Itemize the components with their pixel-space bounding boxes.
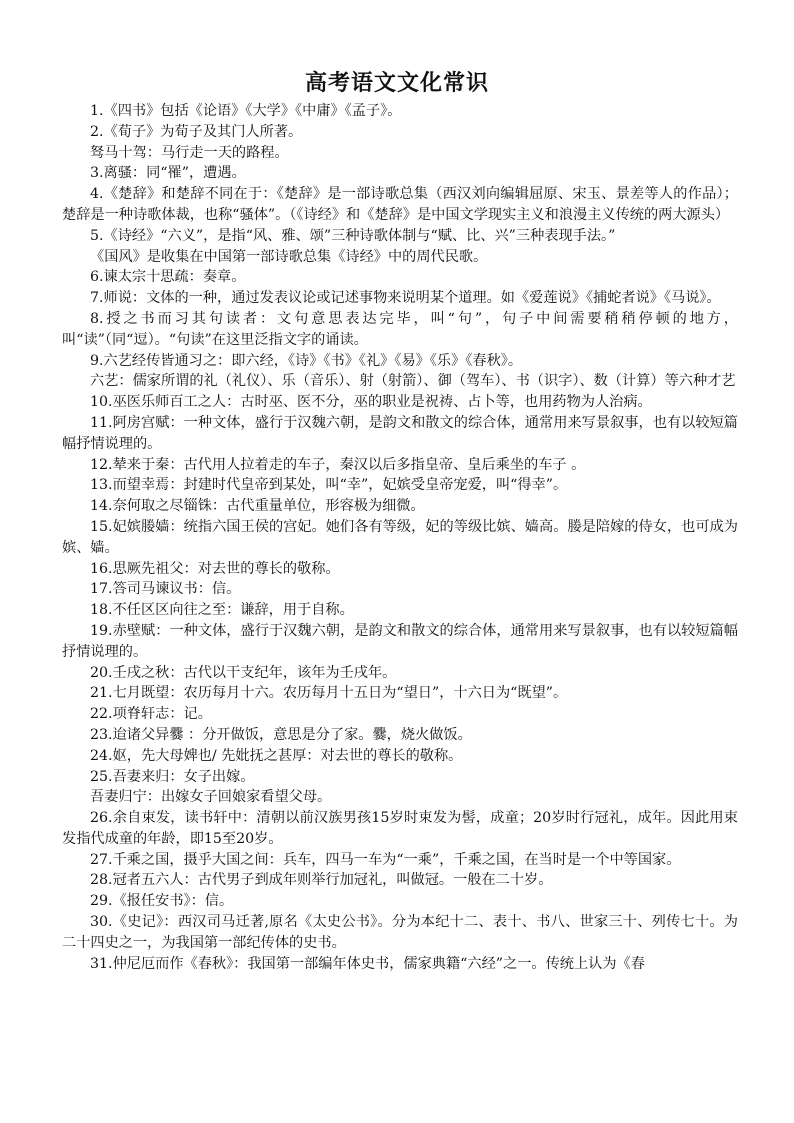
paragraph: 28.冠者五六人：古代男子到成年则举行加冠礼，叫做冠。一般在二十岁。 xyxy=(90,872,553,889)
paragraph: 5.《诗经》“六义”，是指“风、雅、颂”三种诗歌体制与“赋、比、兴”三种表现手法。” xyxy=(90,227,616,244)
paragraph: 15.妃嫔媵嫱：统指六国王侯的宫妃。她们各有等级，妃的等级比嫔、嫱高。媵是陪嫁的侍女，也可成为嫔、嫱。 xyxy=(62,518,738,556)
paragraph: 22.项脊轩志：记。 xyxy=(90,706,212,723)
paragraph: 25.吾妻来归：女子出嫁。 xyxy=(90,768,255,785)
paragraph: 19.赤壁赋：一种文体，盛行于汉魏六朝，是韵文和散文的综合体，通常用来写景叙事，也有以较短篇幅抒情说理的。 xyxy=(62,622,738,660)
paragraph: 10.巫医乐师百工之人：古时巫、医不分，巫的职业是祝祷、占卜等，也用药物为人治病。 xyxy=(90,394,652,411)
paragraph: 3.离骚：同“罹”，遭遇。 xyxy=(90,165,246,182)
paragraph: 29.《报任安书》：信。 xyxy=(90,893,234,910)
paragraph: 21.七月既望：农历每月十六。农历每月十五日为“望日”，十六日为“既望”。 xyxy=(90,685,568,702)
paragraph: 14.奈何取之尽锱铢：古代重量单位，形容极为细微。 xyxy=(90,498,425,515)
paragraph: 16.思厥先祖父：对去世的尊长的敬称。 xyxy=(90,560,340,577)
page-title: 高考语文文化常识 xyxy=(304,71,489,96)
paragraph: 24.妪，先大母婢也/ 先妣抚之甚厚：对去世的尊长的敬称。 xyxy=(90,747,463,764)
paragraph: 1.《四书》包括《论语》《大学》《中庸》《孟子》。 xyxy=(90,103,402,119)
paragraph: 20.壬戌之秋：古代以干支纪年，该年为壬戌年。 xyxy=(90,664,397,681)
paragraph: 26.余自束发，读书轩中：清朝以前汉族男孩15岁时束发为髻，成童；20岁时行冠礼，成年。因此用束发指代成童的年龄，即15至20岁。 xyxy=(62,810,738,847)
paragraph: 23.迨诸父异爨 ：分开做饭，意思是分了家。爨，烧火做饭。 xyxy=(90,726,472,743)
paragraph: 13.而望幸焉：封建时代皇帝到某处，叫“幸”，妃嫔受皇帝宠爱，叫“得幸”。 xyxy=(90,477,568,494)
paragraph: 驽马十驾：马行走一天的路程。 xyxy=(90,144,289,161)
paragraph: 12.辇来于秦：古代用人拉着走的车子，秦汉以后多指皇帝、皇后乘坐的车子 。 xyxy=(90,456,586,473)
paragraph: 4.《楚辞》和楚辞不同在于：《楚辞》是一部诗歌总集（西汉刘向编辑屈原、宋玉、景差等人的作品）；楚辞是一种诗歌体裁，也称“骚体”。（《诗经》和《楚辞》是中国文学现实主义和浪漫主义传统的两大源头） xyxy=(62,186,738,223)
paragraph: 30.《史记》：西汉司马迁著,原名《太史公书》。分为本纪十二、表十、书八、世家三十、列传七十。为二十四史之一，为我国第一部纪传体的史书。 xyxy=(62,914,738,951)
paragraph: 2.《荀子》为荀子及其门人所著。 xyxy=(90,123,303,140)
paragraph: 6.谏太宗十思疏：奏章。 xyxy=(90,269,246,286)
paragraph: 7.师说：文体的一种，通过发表议论或记述事物来说明某个道理。如《爱莲说》《捕蛇者说》《马说》。 xyxy=(90,290,721,307)
document-body xyxy=(62,101,738,974)
paragraph: 17.答司马谏议书：信。 xyxy=(90,581,241,598)
paragraph: 六艺：儒家所谓的礼（礼仪）、乐（音乐）、射（射箭）、御（驾车）、书（识字）、数（计算）等六种才艺 xyxy=(90,373,736,390)
paragraph: 27.千乘之国，摄乎大国之间：兵车，四马一车为“一乘”，千乘之国，在当时是一个中等国家。 xyxy=(90,851,681,868)
paragraph: 9.六艺经传皆通习之：即六经，《诗》《书》《礼》《易》《乐》《春秋》。 xyxy=(90,352,523,369)
paragraph: 《国风》是收集在中国第一部诗歌总集《诗经》中的周代民歌。 xyxy=(90,248,488,265)
paragraph: 8.授之书而习其句读者：文句意思表达完毕，叫“句”，句子中间需要稍稍停顿的地方，叫“读”（同“逗）。“句读”在这里泛指文字的诵读。 xyxy=(62,310,738,348)
paragraph: 11.阿房宫赋：一种文体，盛行于汉魏六朝，是韵文和散文的综合体，通常用来写景叙事，也有以较短篇幅抒情说理的。 xyxy=(62,414,738,452)
paragraph: 吾妻归宁：出嫁女子回娘家看望父母。 xyxy=(90,789,332,806)
paragraph: 18.不任区区向往之至：谦辞，用于自称。 xyxy=(90,602,354,619)
paragraph: 31.仲尼厄而作《春秋》：我国第一部编年体史书，儒家典籍“六经”之一。传统上认为《春 xyxy=(90,955,645,972)
